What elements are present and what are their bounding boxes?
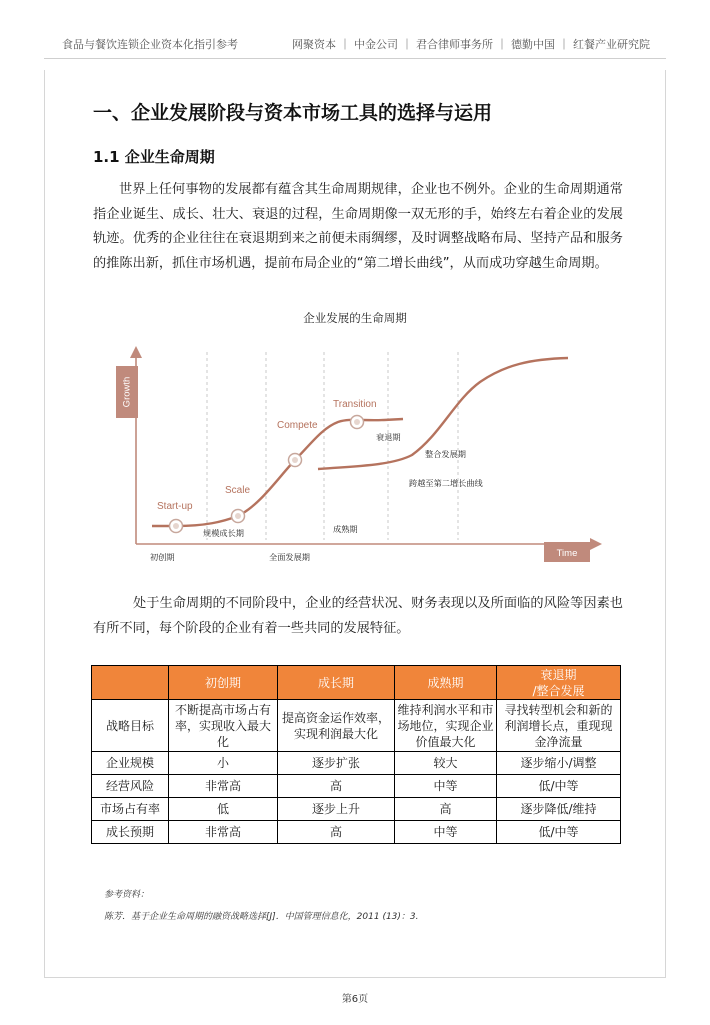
table-row <box>92 821 621 844</box>
table-header-cell: 成长期 <box>278 666 395 700</box>
y-axis <box>116 346 142 544</box>
organizations-list: 网聚资本 ｜ 中金公司 ｜ 君合律师事务所 ｜ 德勤中国 ｜ 红餐产业研究院 <box>292 38 650 51</box>
label-growth-scale: 规模成长期 <box>203 528 244 538</box>
chart-title: 企业发展的生命周期 <box>303 311 407 325</box>
y-axis-label: Growth <box>121 376 133 408</box>
table-cell: 低/中等 <box>497 821 621 844</box>
references-label: 参考资料： <box>104 890 150 900</box>
table-cell: 寻找转型机会和新的利润增长点，重现现金净流量 <box>497 700 621 752</box>
subsection-title: 1.1 企业生命周期 <box>93 148 215 166</box>
table-header-cell: 衰退期 /整合发展 <box>497 666 621 700</box>
table-cell: 维持利润水平和市场地位，实现企业价值最大化 <box>395 700 497 752</box>
table-header-cell: 成熟期 <box>395 666 497 700</box>
table-row <box>92 752 621 775</box>
table-cell: 提高资金运作效率，实现利润最大化 <box>278 700 395 752</box>
row-label: 市场占有率 <box>92 798 169 821</box>
lifecycle-table <box>91 665 621 844</box>
label-full-growth: 全面发展期 <box>269 552 310 562</box>
row-label: 经营风险 <box>92 775 169 798</box>
table-cell: 低/中等 <box>497 775 621 798</box>
table-cell: 高 <box>278 775 395 798</box>
table-cell: 较大 <box>395 752 497 775</box>
table-header-row <box>92 666 621 700</box>
table-header-cell <box>92 666 169 700</box>
table-cell: 非常高 <box>169 821 278 844</box>
page-number: 第6页 <box>341 994 369 1005</box>
label-adjust: 整合发展期 <box>425 449 466 459</box>
intro-paragraph: 世界上任何事物的发展都有蕴含其生命周期规律，企业也不例外。企业的生命周期通常指企业诞生、成长、壮大、衰退的过程，生命周期像一双无形的手，始终左右着企业的发展轨迹。优秀的企业往往在衰退期到来之前便未雨绸缪，及时调整战略布局、坚持产品和服务的推陈出新，抓住市场机遇，提前布局企业的“第二增长曲线”，从而成功穿越生命周期。 <box>93 182 623 271</box>
label-transition: Transition <box>333 399 377 410</box>
row-label: 企业规模 <box>92 752 169 775</box>
document-title: 食品与餐饮连锁企业资本化指引参考 <box>62 38 238 51</box>
x-axis <box>136 538 602 562</box>
label-startup-cn: 初创期 <box>150 552 175 562</box>
table-cell: 不断提高市场占有率，实现收入最大化 <box>169 700 278 752</box>
references <box>104 884 419 928</box>
table-cell: 逐步上升 <box>278 798 395 821</box>
label-decline: 衰退期 <box>376 432 401 442</box>
section-title: 一、企业发展阶段与资本市场工具的选择与运用 <box>93 102 493 124</box>
label-compete: Compete <box>277 420 318 431</box>
table-row <box>92 700 621 752</box>
table-cell: 中等 <box>395 775 497 798</box>
table-cell: 逐步降低/维持 <box>497 798 621 821</box>
table-cell: 低 <box>169 798 278 821</box>
table-row <box>92 798 621 821</box>
table-header-cell: 初创期 <box>169 666 278 700</box>
row-label: 成长预期 <box>92 821 169 844</box>
table-row <box>92 775 621 798</box>
label-startup: Start-up <box>157 501 193 512</box>
label-second-curve: 跨越至第二增长曲线 <box>409 478 483 488</box>
x-axis-label: Time <box>556 548 578 559</box>
table-cell: 中等 <box>395 821 497 844</box>
label-scale: Scale <box>225 485 251 496</box>
label-mature: 成熟期 <box>333 524 358 534</box>
reference-item: 陈芳．基于企业生命周期的融资战略选择[J]．中国管理信息化，2011 (13)：3. <box>104 912 419 922</box>
table-cell: 高 <box>395 798 497 821</box>
row-label: 战略目标 <box>92 700 169 752</box>
table-cell: 逐步扩张 <box>278 752 395 775</box>
table-cell: 小 <box>169 752 278 775</box>
stage-features-paragraph: 处于生命周期的不同阶段中，企业的经营状况、财务表现以及所面临的风险等因素也有所不同，每个阶段的企业有着一些共同的发展特征。 <box>93 596 623 636</box>
table-cell: 高 <box>278 821 395 844</box>
table-cell: 非常高 <box>169 775 278 798</box>
table-cell: 逐步缩小/调整 <box>497 752 621 775</box>
